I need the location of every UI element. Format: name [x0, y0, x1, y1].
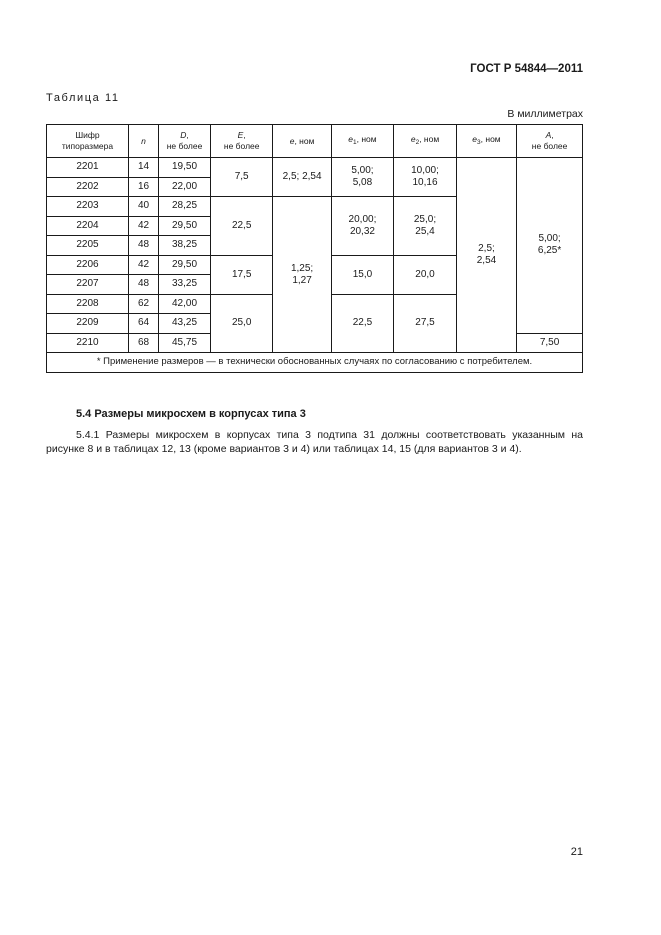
- cell-n: 42: [128, 255, 158, 275]
- cell-e1-line2: 5,08: [352, 177, 373, 188]
- header-e3-symbol: e: [472, 134, 478, 144]
- cell-e: 2,5; 2,54: [273, 158, 331, 197]
- cell-D: 42,00: [159, 294, 211, 314]
- cell-D: 19,50: [159, 158, 211, 178]
- cell-code: 2208: [47, 294, 129, 314]
- cell-e: [273, 197, 331, 353]
- header-e2-suffix: , ном: [419, 134, 440, 144]
- header-A-suffix: ,: [551, 130, 554, 140]
- header-A-symbol: A: [545, 130, 552, 140]
- header-D-symbol: D: [180, 130, 187, 140]
- cell-e2: [394, 158, 457, 197]
- cell-E: 25,0: [210, 294, 273, 353]
- header-shifr: [47, 125, 129, 158]
- cell-A-line2: 6,25*: [537, 245, 562, 257]
- cell-A: 7,50: [517, 333, 583, 353]
- section-heading: 5.4 Размеры микросхем в корпусах типа 3: [76, 408, 306, 420]
- cell-n: 48: [128, 275, 158, 295]
- header-e: [273, 125, 331, 158]
- cell-e1: [331, 158, 394, 197]
- table-row: [47, 158, 583, 178]
- table-footnote-row: [47, 353, 583, 373]
- cell-D: 45,75: [159, 333, 211, 353]
- cell-e2-line2: 25,4: [415, 225, 435, 237]
- cell-e1: 15,0: [331, 255, 394, 294]
- cell-n: 16: [128, 177, 158, 197]
- header-shifr-line1: Шифр: [75, 130, 100, 140]
- header-D: [159, 125, 211, 158]
- cell-D: 38,25: [159, 236, 211, 256]
- header-E-line2: не более: [223, 141, 260, 151]
- header-e1-suffix: , ном: [356, 134, 377, 144]
- cell-D: 29,50: [159, 255, 211, 275]
- header-D-line2: не более: [166, 141, 203, 151]
- cell-D: 28,25: [159, 197, 211, 217]
- standard-number: ГОСТ Р 54844—2011: [470, 63, 583, 75]
- cell-n: 62: [128, 294, 158, 314]
- page-number: 21: [570, 846, 583, 858]
- cell-A: [517, 158, 583, 334]
- cell-E: 17,5: [210, 255, 273, 294]
- cell-e3-line2: 2,54: [476, 255, 497, 266]
- cell-code: 2207: [47, 275, 129, 295]
- cell-E: 7,5: [210, 158, 273, 197]
- cell-E: 22,5: [210, 197, 273, 256]
- header-n: [128, 125, 158, 158]
- cell-e1: [331, 197, 394, 256]
- header-A-line2: не более: [531, 141, 568, 151]
- cell-e1-line1: 20,00;: [348, 213, 377, 225]
- cell-e2-line2: 10,16: [412, 177, 438, 188]
- cell-e3-line1: 2,5;: [478, 243, 495, 254]
- cell-n: 68: [128, 333, 158, 353]
- table-header-row: [47, 125, 583, 158]
- header-e-symbol: e: [289, 135, 295, 146]
- table-footnote: * Применение размеров — в технически обоснованных случаях по согласованию с потребителем.: [47, 353, 583, 373]
- header-shifr-line2: типоразмера: [61, 141, 114, 151]
- header-E-suffix: ,: [243, 130, 246, 140]
- header-E-symbol: E: [237, 130, 244, 140]
- header-e2-sub: 2: [415, 139, 420, 146]
- header-A: [517, 125, 583, 158]
- cell-D: 43,25: [159, 314, 211, 334]
- header-e1-sub: 1: [353, 139, 357, 146]
- header-e2-symbol: e: [410, 134, 416, 144]
- cell-code: 2210: [47, 333, 129, 353]
- cell-n: 64: [128, 314, 158, 334]
- header-e3-sub: 3: [477, 139, 481, 146]
- header-e1: [331, 125, 394, 158]
- table-units: В миллиметрах: [507, 108, 583, 120]
- section-paragraph: 5.4.1 Размеры микросхем в корпусах типа 3 подтипа 31 должны соответствовать указанным на рисунке 8 и в таблицах 12, 13 (кроме вариантов 3 и 4) или таблицах 14, 15 (для вариантов 3 и 4).: [46, 429, 583, 455]
- cell-e2: 27,5: [394, 294, 457, 353]
- header-e1-symbol: e: [348, 134, 354, 144]
- header-E: [210, 125, 273, 158]
- cell-e2: 20,0: [394, 255, 457, 294]
- cell-code: 2206: [47, 255, 129, 275]
- cell-e1-line1: 5,00;: [351, 165, 374, 176]
- cell-code: 2201: [47, 158, 129, 178]
- dimensions-table: [46, 124, 583, 373]
- header-n-symbol: n: [141, 135, 146, 146]
- cell-A-line1: 5,00;: [538, 233, 561, 245]
- cell-n: 48: [128, 236, 158, 256]
- cell-D: 33,25: [159, 275, 211, 295]
- cell-e2-line1: 10,00;: [411, 165, 439, 176]
- cell-e-line2: 1,27: [292, 274, 312, 286]
- cell-code: 2209: [47, 314, 129, 334]
- header-e3: [456, 125, 516, 158]
- cell-e1: 22,5: [331, 294, 394, 353]
- header-D-suffix: ,: [186, 130, 189, 140]
- cell-code: 2202: [47, 177, 129, 197]
- cell-n: 42: [128, 216, 158, 236]
- header-e2: [394, 125, 457, 158]
- cell-e3: [456, 158, 516, 353]
- cell-n: 14: [128, 158, 158, 178]
- cell-D: 22,00: [159, 177, 211, 197]
- header-e-suffix: , ном: [294, 135, 315, 146]
- cell-code: 2205: [47, 236, 129, 256]
- cell-e1-line2: 20,32: [349, 225, 375, 237]
- header-e3-suffix: , ном: [480, 134, 501, 144]
- cell-e2: [394, 197, 457, 256]
- table-caption: Таблица 11: [46, 92, 120, 104]
- cell-D: 29,50: [159, 216, 211, 236]
- cell-code: 2203: [47, 197, 129, 217]
- cell-e-line1: 1,25;: [290, 262, 314, 274]
- cell-e2-line1: 25,0;: [413, 213, 437, 225]
- cell-code: 2204: [47, 216, 129, 236]
- cell-n: 40: [128, 197, 158, 217]
